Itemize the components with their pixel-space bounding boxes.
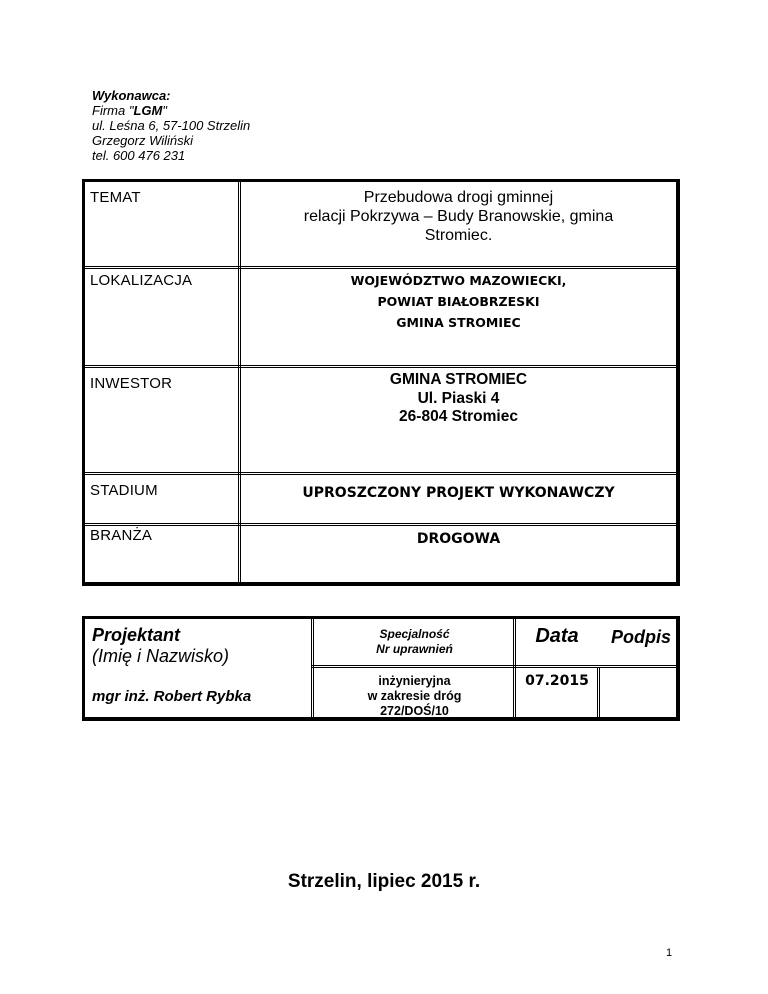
row-divider: [85, 523, 676, 526]
lokalizacja-value: [241, 270, 676, 333]
temat-label: TEMAT: [90, 189, 141, 206]
firm-prefix: Firma ": [92, 103, 134, 118]
branza-value: DROGOWA: [416, 531, 501, 547]
page-number: 1: [666, 947, 673, 959]
project-info-table: [82, 179, 680, 586]
designer-table: [82, 616, 680, 721]
inwestor-label: INWESTOR: [90, 375, 173, 392]
projektant-sub: (Imię i Nazwisko): [92, 646, 230, 666]
row-divider: [311, 665, 676, 668]
specialty-value: [314, 674, 515, 719]
projektant-header: [92, 625, 229, 667]
contractor-person: Grzegorz Wiliński: [92, 133, 194, 148]
inwestor-line: GMINA STROMIEC: [389, 371, 528, 388]
temat-line: Stromiec.: [424, 227, 493, 244]
lokalizacja-label: LOKALIZACJA: [90, 272, 193, 289]
firm-name: LGM: [133, 103, 163, 118]
contractor-address: ul. Leśna 6, 57-100 Strzelin: [92, 118, 251, 133]
contractor-label: Wykonawca:: [92, 88, 171, 103]
date-header: Data: [535, 625, 579, 647]
stadium-label: STADIUM: [90, 482, 158, 499]
specialty-header: [314, 627, 515, 657]
firm-suffix: ": [162, 103, 167, 118]
contractor-firm: [92, 103, 250, 118]
inwestor-line: 26-804 Stromiec: [399, 408, 518, 425]
specialty-line: w zakresie dróg: [367, 689, 462, 703]
specialty-line: 272/DOŚ/10: [380, 704, 449, 718]
specialty-line: inżynieryjna: [378, 674, 451, 688]
temat-line: Przebudowa drogi gminnej: [363, 189, 554, 206]
row-divider: [85, 472, 676, 475]
place-date: Strzelin, lipiec 2015 r.: [287, 871, 481, 892]
specialty-header-line: Specjalność: [379, 627, 450, 641]
signature-header: Podpis: [610, 627, 671, 647]
specialty-header-line: Nr uprawnień: [376, 642, 453, 656]
lokalizacja-line: POWIAT BIAŁOBRZESKI: [377, 294, 540, 309]
temat-value: [241, 188, 676, 245]
contractor-block: [92, 88, 250, 163]
lokalizacja-line: GMINA STROMIEC: [396, 315, 521, 330]
branza-label: BRANŻA: [90, 527, 153, 544]
projektant-label: Projektant: [92, 625, 181, 645]
contractor-phone: tel. 600 476 231: [92, 148, 186, 163]
row-divider: [85, 365, 676, 368]
temat-line: relacji Pokrzywa – Budy Branowskie, gmina: [303, 208, 614, 225]
stadium-value: UPROSZCZONY PROJEKT WYKONAWCZY: [302, 485, 615, 501]
date-value: 07.2015: [525, 673, 589, 689]
projektant-name: mgr inż. Robert Rybka: [92, 688, 252, 705]
inwestor-line: Ul. Piaski 4: [417, 389, 500, 407]
inwestor-value: [241, 371, 676, 427]
row-divider: [85, 266, 676, 269]
lokalizacja-line: WOJEWÓDZTWO MAZOWIECKI,: [350, 273, 567, 288]
